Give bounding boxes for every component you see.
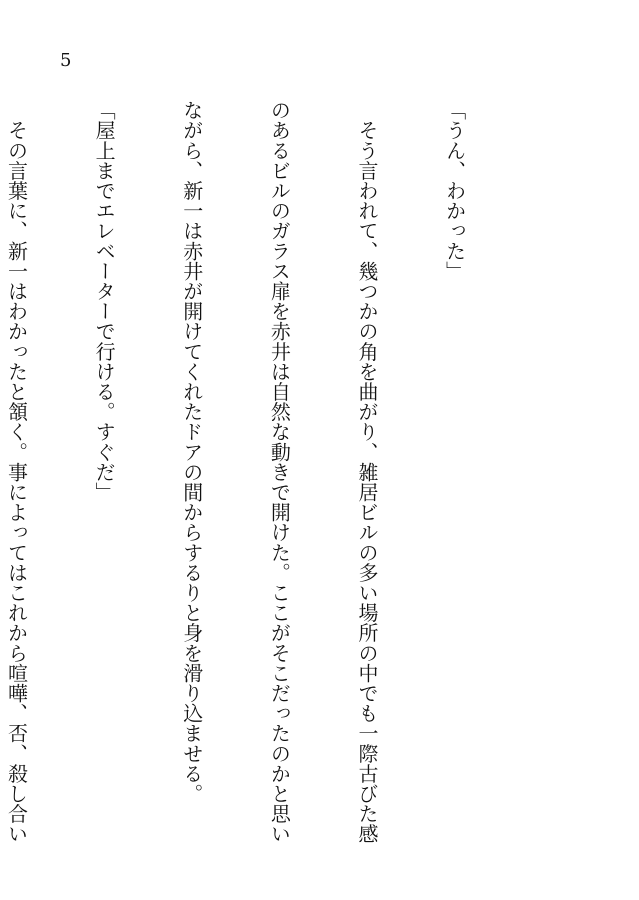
text-line: その言葉に、新一はわかったと頷く。事によってはこれから喧嘩、否、殺し合い <box>4 100 29 844</box>
text-line: 「屋上までエレベーターで行ける。すぐだ」 <box>92 100 117 502</box>
novel-text-block <box>4 100 527 860</box>
page-number: 5 <box>60 50 72 71</box>
text-line: そう言われて、幾つかの角を曲がり、雑居ビルの多い場所の中でも一際古びた感 <box>354 100 379 844</box>
text-line: 「うん、わかった」 <box>442 100 467 281</box>
text-line: ながら、新一は赤井が開けてくれたドアの間からするりと身を滑り込ませる。 <box>179 100 204 804</box>
text-line: のあるビルのガラス扉を赤井は自然な動きで開けた。ここがそこだったのかと思い <box>267 100 292 844</box>
